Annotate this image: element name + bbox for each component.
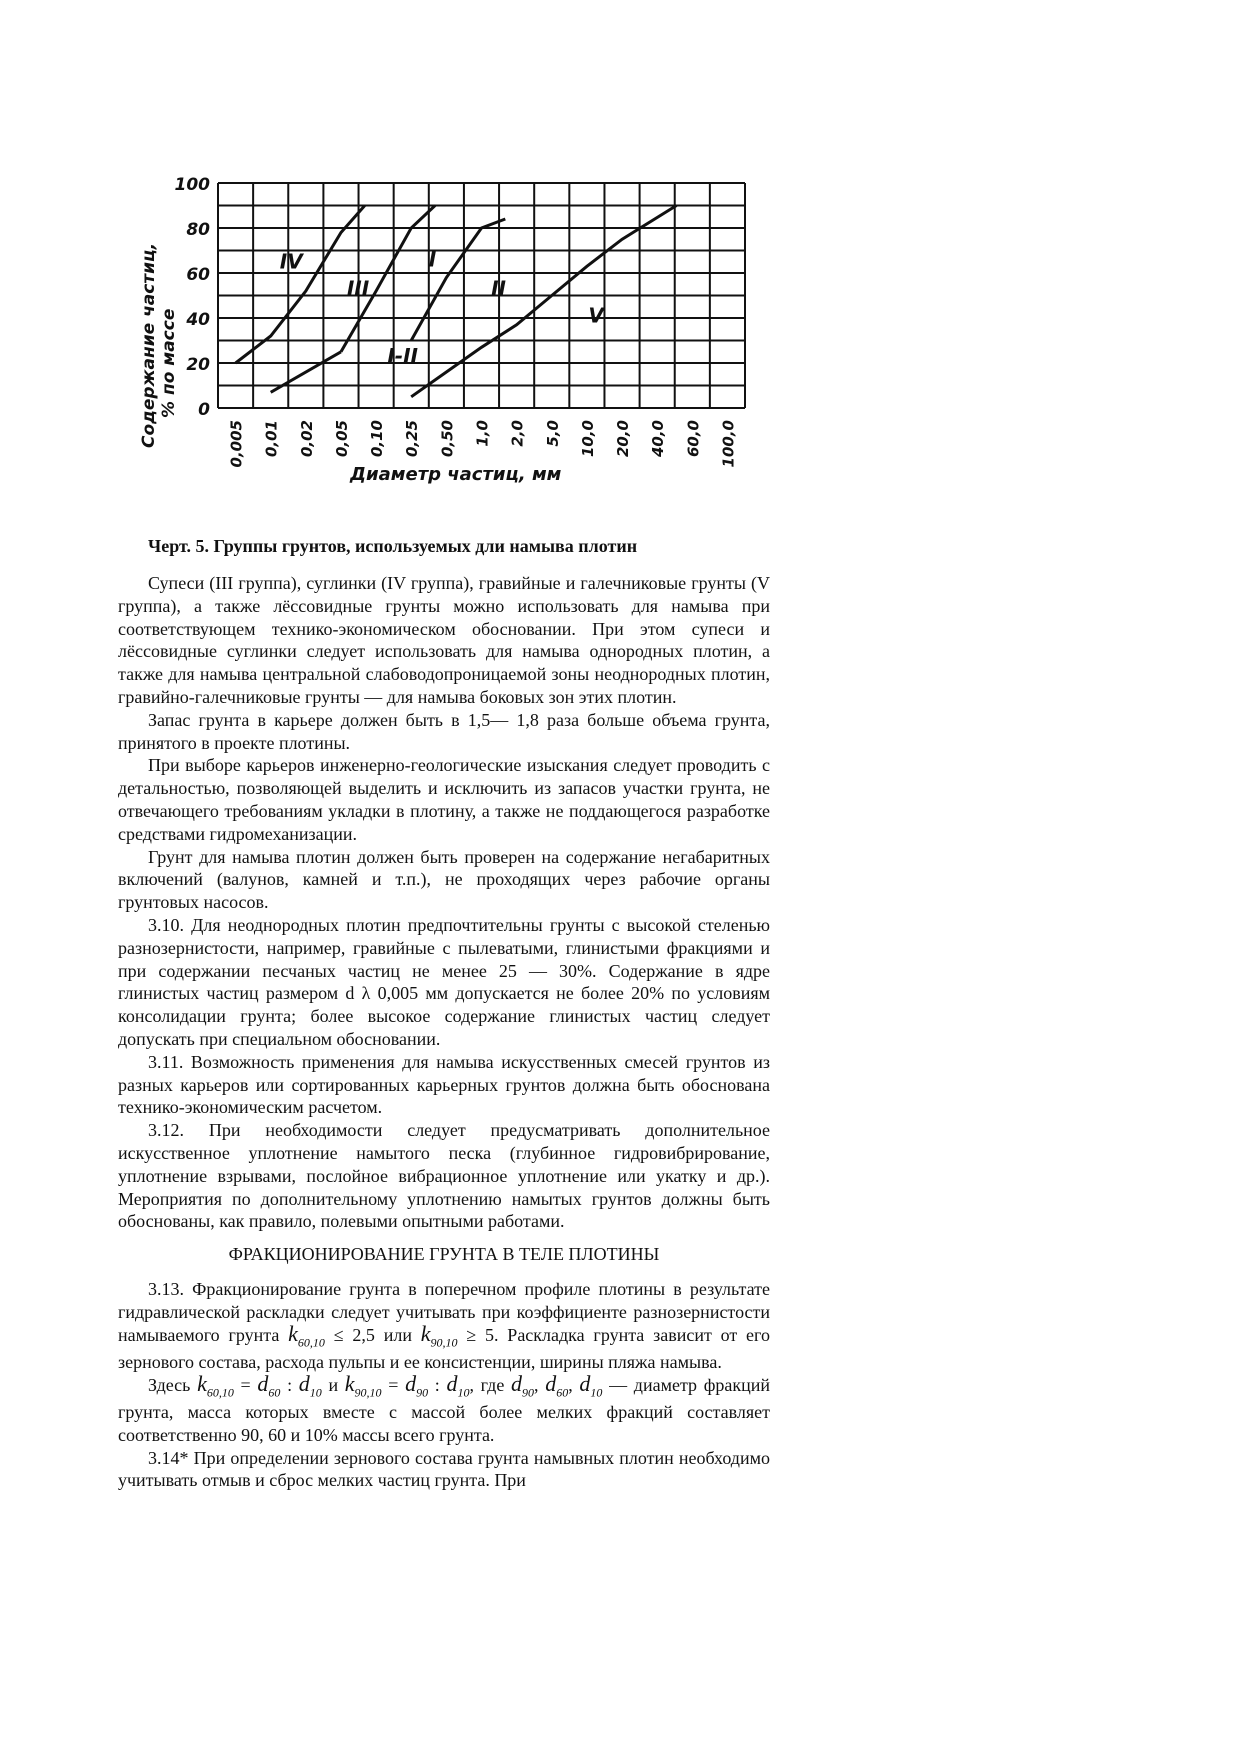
x-tick-label: 0,02 bbox=[297, 420, 316, 458]
y-tick-label: 20 bbox=[186, 355, 210, 375]
paragraph-3-14: 3.14* При определении зернового состава грунта намывных плотин необходимо учитывать отмыв и сброс мелких частиц грунта. При bbox=[118, 1447, 770, 1491]
paragraph-3-13: 3.13. Фракционирование грунта в поперечном профиле плотины в результате гидравлической раскладки следует учитывать при коэффициенте разнозернистости намываемого грунта $k_{60,10} \le 2,5$ или $k_{90,10} \ge 5$. Раскладка грунта зависит от его зернового состава, расхода пульпы и ее консистенции, ширины пляжа намыва. bbox=[118, 1278, 770, 1372]
curve-label: IV bbox=[279, 249, 303, 274]
x-tick-label: 100,0 bbox=[719, 420, 738, 468]
paragraph: Супеси (III группа), суглинки (IV группа), гравийные и галечниковые грунты (V группа), а также лёссовидные грунты можно использовать для намыва при соответствующем технико-экономическом обосновании. При этом супеси и лёссовидные суглинки следует использовать для намыва однородных плотин, а также для намыва центральной слабоводопроницаемой зоны неоднородных плотин, гравийно-галечниковые грунты — для намыва боковых зон этих плотин. bbox=[118, 573, 770, 707]
x-tick-label: 0,50 bbox=[438, 420, 457, 458]
x-tick-label: 10,0 bbox=[578, 420, 597, 458]
x-tick-label: 0,10 bbox=[368, 420, 387, 458]
paragraph-definitions: Здесь $k_{60,10} = d_{60}$ : $d_{10}$ и $k_{90,10} = d_{90}$ : $d_{10}$, где $d_{90}$, $d_{60}$, $d_{10}$ — диаметр фракций грунта, масса которых вместе с массой более мелких фракций составляет соответственно 90, 60 и 10% массы всего грунта. bbox=[118, 1370, 771, 1445]
x-tick-label: 5,0 bbox=[543, 420, 562, 447]
formula-k90-10: $k_{90,10}$ bbox=[420, 1320, 458, 1349]
x-tick-labels bbox=[228, 420, 738, 467]
y-axis-label: Содержание частиц, bbox=[139, 242, 159, 448]
y-tick-label: 100 bbox=[174, 175, 210, 195]
curve-v bbox=[411, 206, 676, 397]
paragraph: Запас грунта в карьере должен быть в 1,5— 1,8 раза больше объема грунта, принятого в проекте плотины. bbox=[118, 709, 770, 753]
curve-iv bbox=[236, 206, 365, 364]
figure-caption: Черт. 5. Группы грунтов, используемых дли намыва плотин bbox=[148, 536, 638, 556]
paragraph-3-10: 3.10. Для неоднородных плотин предпочтительны грунты с высокой стеленью разнозернистости, например, гравийные с пылеватыми, глинистыми фракциями и при содержании песчаных частиц не менее 25 — 30%. Содержание в ядре глинистых частиц размером d λ 0,005 мм допускается не более 20% по условиям консолидации грунта; более высокое содержание глинистых частиц следует допускать при специальном обосновании. bbox=[118, 914, 770, 1049]
curve-label: I-II bbox=[387, 344, 418, 368]
grain-size-chart bbox=[130, 168, 770, 498]
x-tick-label: 60,0 bbox=[684, 420, 703, 458]
y-tick-labels bbox=[175, 175, 211, 420]
curve-label: III bbox=[346, 276, 370, 301]
x-tick-label: 0,005 bbox=[227, 420, 246, 468]
curve-label: I bbox=[428, 247, 437, 272]
y-axis-label-units: % по массе bbox=[159, 308, 179, 418]
curve-labels bbox=[280, 247, 606, 368]
y-tick-label: 0 bbox=[198, 400, 210, 420]
y-tick-label: 40 bbox=[186, 310, 210, 330]
x-tick-label: 1,0 bbox=[473, 420, 492, 447]
x-axis-label: Диаметр частиц, мм bbox=[350, 464, 562, 485]
paragraph: Грунт для намыва плотин должен быть проверен на содержание негабаритных включений (валунов, камней и т.п.), не проходящих через рабочие органы грунтовых насосов. bbox=[118, 846, 770, 913]
formula-k60-10: $k_{60,10}$ bbox=[288, 1320, 325, 1349]
paragraph-3-12: 3.12. При необходимости следует предусматривать дополнительное искусственное уплотнение намытого песка (глубинное гидровибрирование, уплотнение взрывами, послойное вибрационное уплотнение или укатку и др.). Мероприятия по дополнительному уплотнению намытых грунтов должны быть обоснованы, как правило, полевыми опытными работами. bbox=[118, 1120, 770, 1232]
x-tick-label: 20,0 bbox=[614, 420, 633, 458]
y-tick-label: 60 bbox=[186, 265, 210, 285]
x-tick-label: 0,01 bbox=[262, 420, 281, 458]
y-tick-label: 80 bbox=[186, 220, 210, 240]
curve-label: V bbox=[588, 303, 604, 328]
section-heading: ФРАКЦИОНИРОВАНИЕ ГРУНТА В ТЕЛЕ ПЛОТИНЫ bbox=[228, 1244, 660, 1265]
x-tick-label: 0,05 bbox=[332, 420, 351, 458]
x-tick-label: 0,25 bbox=[403, 420, 422, 458]
x-tick-label: 2,0 bbox=[508, 420, 527, 447]
chart-curves bbox=[236, 206, 677, 397]
body-text bbox=[118, 572, 770, 1492]
x-tick-label: 40,0 bbox=[649, 420, 668, 458]
paragraph-3-11: 3.11. Возможность применения для намыва искусственных смесей грунтов из разных карьеров или сортированных карьерных грунтов должна быть обоснована технико-экономическим расчетом. bbox=[118, 1051, 770, 1118]
curve-label: II bbox=[491, 276, 506, 301]
paragraph: При выборе карьеров инженерно-геологические изыскания следует проводить с детальностью, позволяющей выделить и исключить из запасов участки грунта, не отвечающего требованиям укладки в плотину, а также не поддающегося разработке средствами гидромеханизации. bbox=[118, 755, 770, 844]
chart-grid bbox=[218, 183, 745, 408]
